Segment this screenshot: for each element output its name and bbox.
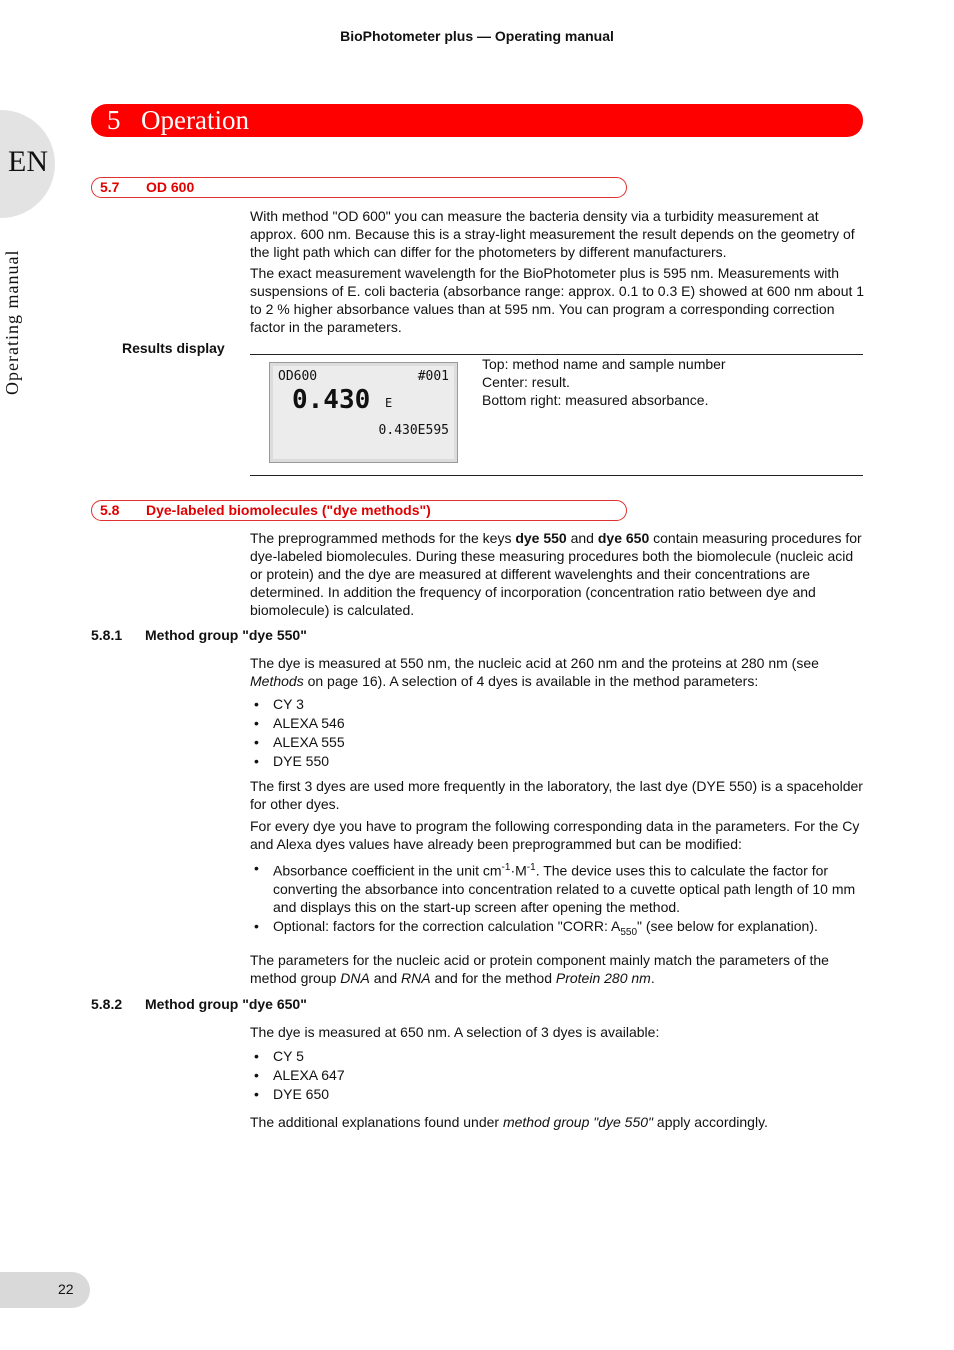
paragraph: The exact measurement wavelength for the BioPhotometer plus is 595 nm. Measurements with suspensions of E. coli bacteria (absorbance range: approx. 0.1 to 0.3 E) showed at 600 nm about 1 to 2 % higher absorbance values than at 595 nm. You can program a corresponding correction factor in the parameters.: [250, 265, 865, 335]
superscript: -1: [501, 862, 511, 873]
language-label: EN: [8, 145, 48, 178]
list-item: • ALEXA 555: [250, 733, 865, 752]
section-title: Dye-labeled biomolecules ("dye methods"): [146, 502, 431, 518]
chapter-heading: [91, 104, 863, 137]
section-heading-5-8: [91, 500, 627, 521]
text: The preprogrammed methods for the keys: [250, 530, 516, 546]
display-description: [482, 355, 726, 409]
key-dye-550: dye 550: [515, 530, 567, 546]
paragraph: [250, 654, 865, 690]
page-number-tab: [0, 1272, 90, 1308]
text: . The device uses this to calculate the factor for converting the absorbance into concentration related to a cuvette optical path length of 10 mm and displays this on the start-up screen after opening the method.: [273, 862, 856, 915]
text: The additional explanations found under: [250, 1114, 503, 1130]
section-heading-5-7: [91, 177, 627, 198]
section-number: 5.7: [100, 179, 120, 195]
lcd-unit: E: [385, 396, 393, 410]
paragraph: The first 3 dyes are used more frequently in the laboratory, the last dye (DYE 550) is a spaceholder for other dyes.: [250, 778, 863, 812]
text: and for the method: [430, 970, 556, 987]
running-header: BioPhotometer plus — Operating manual: [340, 28, 614, 44]
od600-intro: [250, 207, 865, 336]
description-line: Bottom right: measured absorbance.: [482, 392, 709, 408]
chapter-number: 5: [107, 105, 121, 135]
lcd-display: [269, 362, 458, 463]
list-item: • DYE 550: [250, 752, 865, 771]
subsection-number: 5.8.1: [91, 627, 123, 643]
page-number: 22: [58, 1281, 74, 1297]
text: Optional: factors for the correction calculation "CORR: A: [273, 917, 621, 934]
paragraph: For every dye you have to program the following corresponding data in the parameters. For the Cy and Alexa dyes values have already been preprogrammed but can be modified:: [250, 818, 860, 852]
dye650-list: [250, 1047, 865, 1104]
list-item: • DYE 650: [250, 1085, 865, 1104]
section-title: OD 600: [146, 179, 195, 195]
text: .: [650, 970, 655, 987]
dye550-content: [250, 654, 865, 987]
text: ·M: [510, 862, 527, 879]
list-item: • CY 5: [250, 1047, 865, 1066]
subsection-title: Method group "dye 550": [145, 627, 307, 643]
side-section-label: Operating manual: [2, 249, 22, 395]
parameter-list: [250, 859, 865, 941]
divider: [250, 475, 863, 476]
dye550-list: [250, 695, 865, 771]
text: apply accordingly.: [653, 1114, 768, 1130]
methods-reference: Methods: [250, 673, 304, 689]
chapter-title: Operation: [141, 105, 249, 135]
text: method group "dye 550": [502, 1114, 654, 1130]
list-item: • ALEXA 647: [250, 1066, 865, 1085]
lcd-sample-number: #001: [417, 369, 449, 384]
results-display-label: Results display: [122, 340, 225, 356]
paragraph: With method "OD 600" you can measure the bacteria density via a turbidity measurement at approx. 600 nm. Because this is a stray-light measurement the result depends on the geometry of the light path which can differ for the photometers by different manufacturers.: [250, 208, 855, 260]
text: and: [566, 530, 598, 546]
subsection-title: Method group "dye 650": [145, 996, 307, 1012]
text: The parameters for the nucleic acid or protein component mainly match the parameters of the method group: [250, 952, 829, 987]
text: " (see below for explanation).: [637, 917, 818, 934]
list-item: [250, 917, 865, 942]
lcd-result: 0.430: [292, 385, 371, 415]
paragraph: The dye is measured at 650 nm. A selection of 3 dyes is available:: [250, 1024, 660, 1040]
paragraph: [250, 951, 865, 987]
key-dye-650: dye 650: [597, 530, 650, 546]
superscript: -1: [526, 862, 536, 873]
paragraph: [250, 1113, 865, 1131]
subsection-heading-5-8-2: [91, 996, 307, 1012]
text: Protein 280 nm: [555, 970, 651, 987]
text: RNA: [401, 970, 431, 987]
list-item: [250, 859, 865, 916]
text: Absorbance coefficient in the unit cm: [273, 862, 502, 879]
subsection-heading-5-8-1: [91, 627, 307, 643]
subsection-number: 5.8.2: [91, 996, 123, 1012]
lcd-absorbance: 0.430E595: [378, 423, 449, 438]
text: The dye is measured at 550 nm, the nucleic acid at 260 nm and the proteins at 280 nm (see: [250, 655, 819, 671]
text: DNA: [340, 970, 370, 987]
list-item: • ALEXA 546: [250, 714, 865, 733]
text: and: [369, 970, 401, 987]
list-item: • CY 3: [250, 695, 865, 714]
paragraph: [250, 529, 865, 619]
dye650-content: [250, 1023, 865, 1131]
subscript: 550: [620, 926, 638, 938]
section-number: 5.8: [100, 502, 120, 518]
description-line: Center: result.: [482, 374, 570, 390]
description-line: Top: method name and sample number: [482, 356, 726, 372]
text: contain measuring procedures for dye-labeled biomolecules. During these measuring procedures both the biomolecule (nucleic acid or protein) and the dye are measured at different wavelenghts and their concentrations are determined. In addition the frequency of incorporation (concentration ratio between dye and biomolecule) is calculated.: [250, 530, 862, 618]
lcd-method: OD600: [278, 369, 318, 384]
dye-methods-intro: [250, 529, 865, 619]
text: on page 16). A selection of 4 dyes is available in the method parameters:: [303, 673, 759, 689]
